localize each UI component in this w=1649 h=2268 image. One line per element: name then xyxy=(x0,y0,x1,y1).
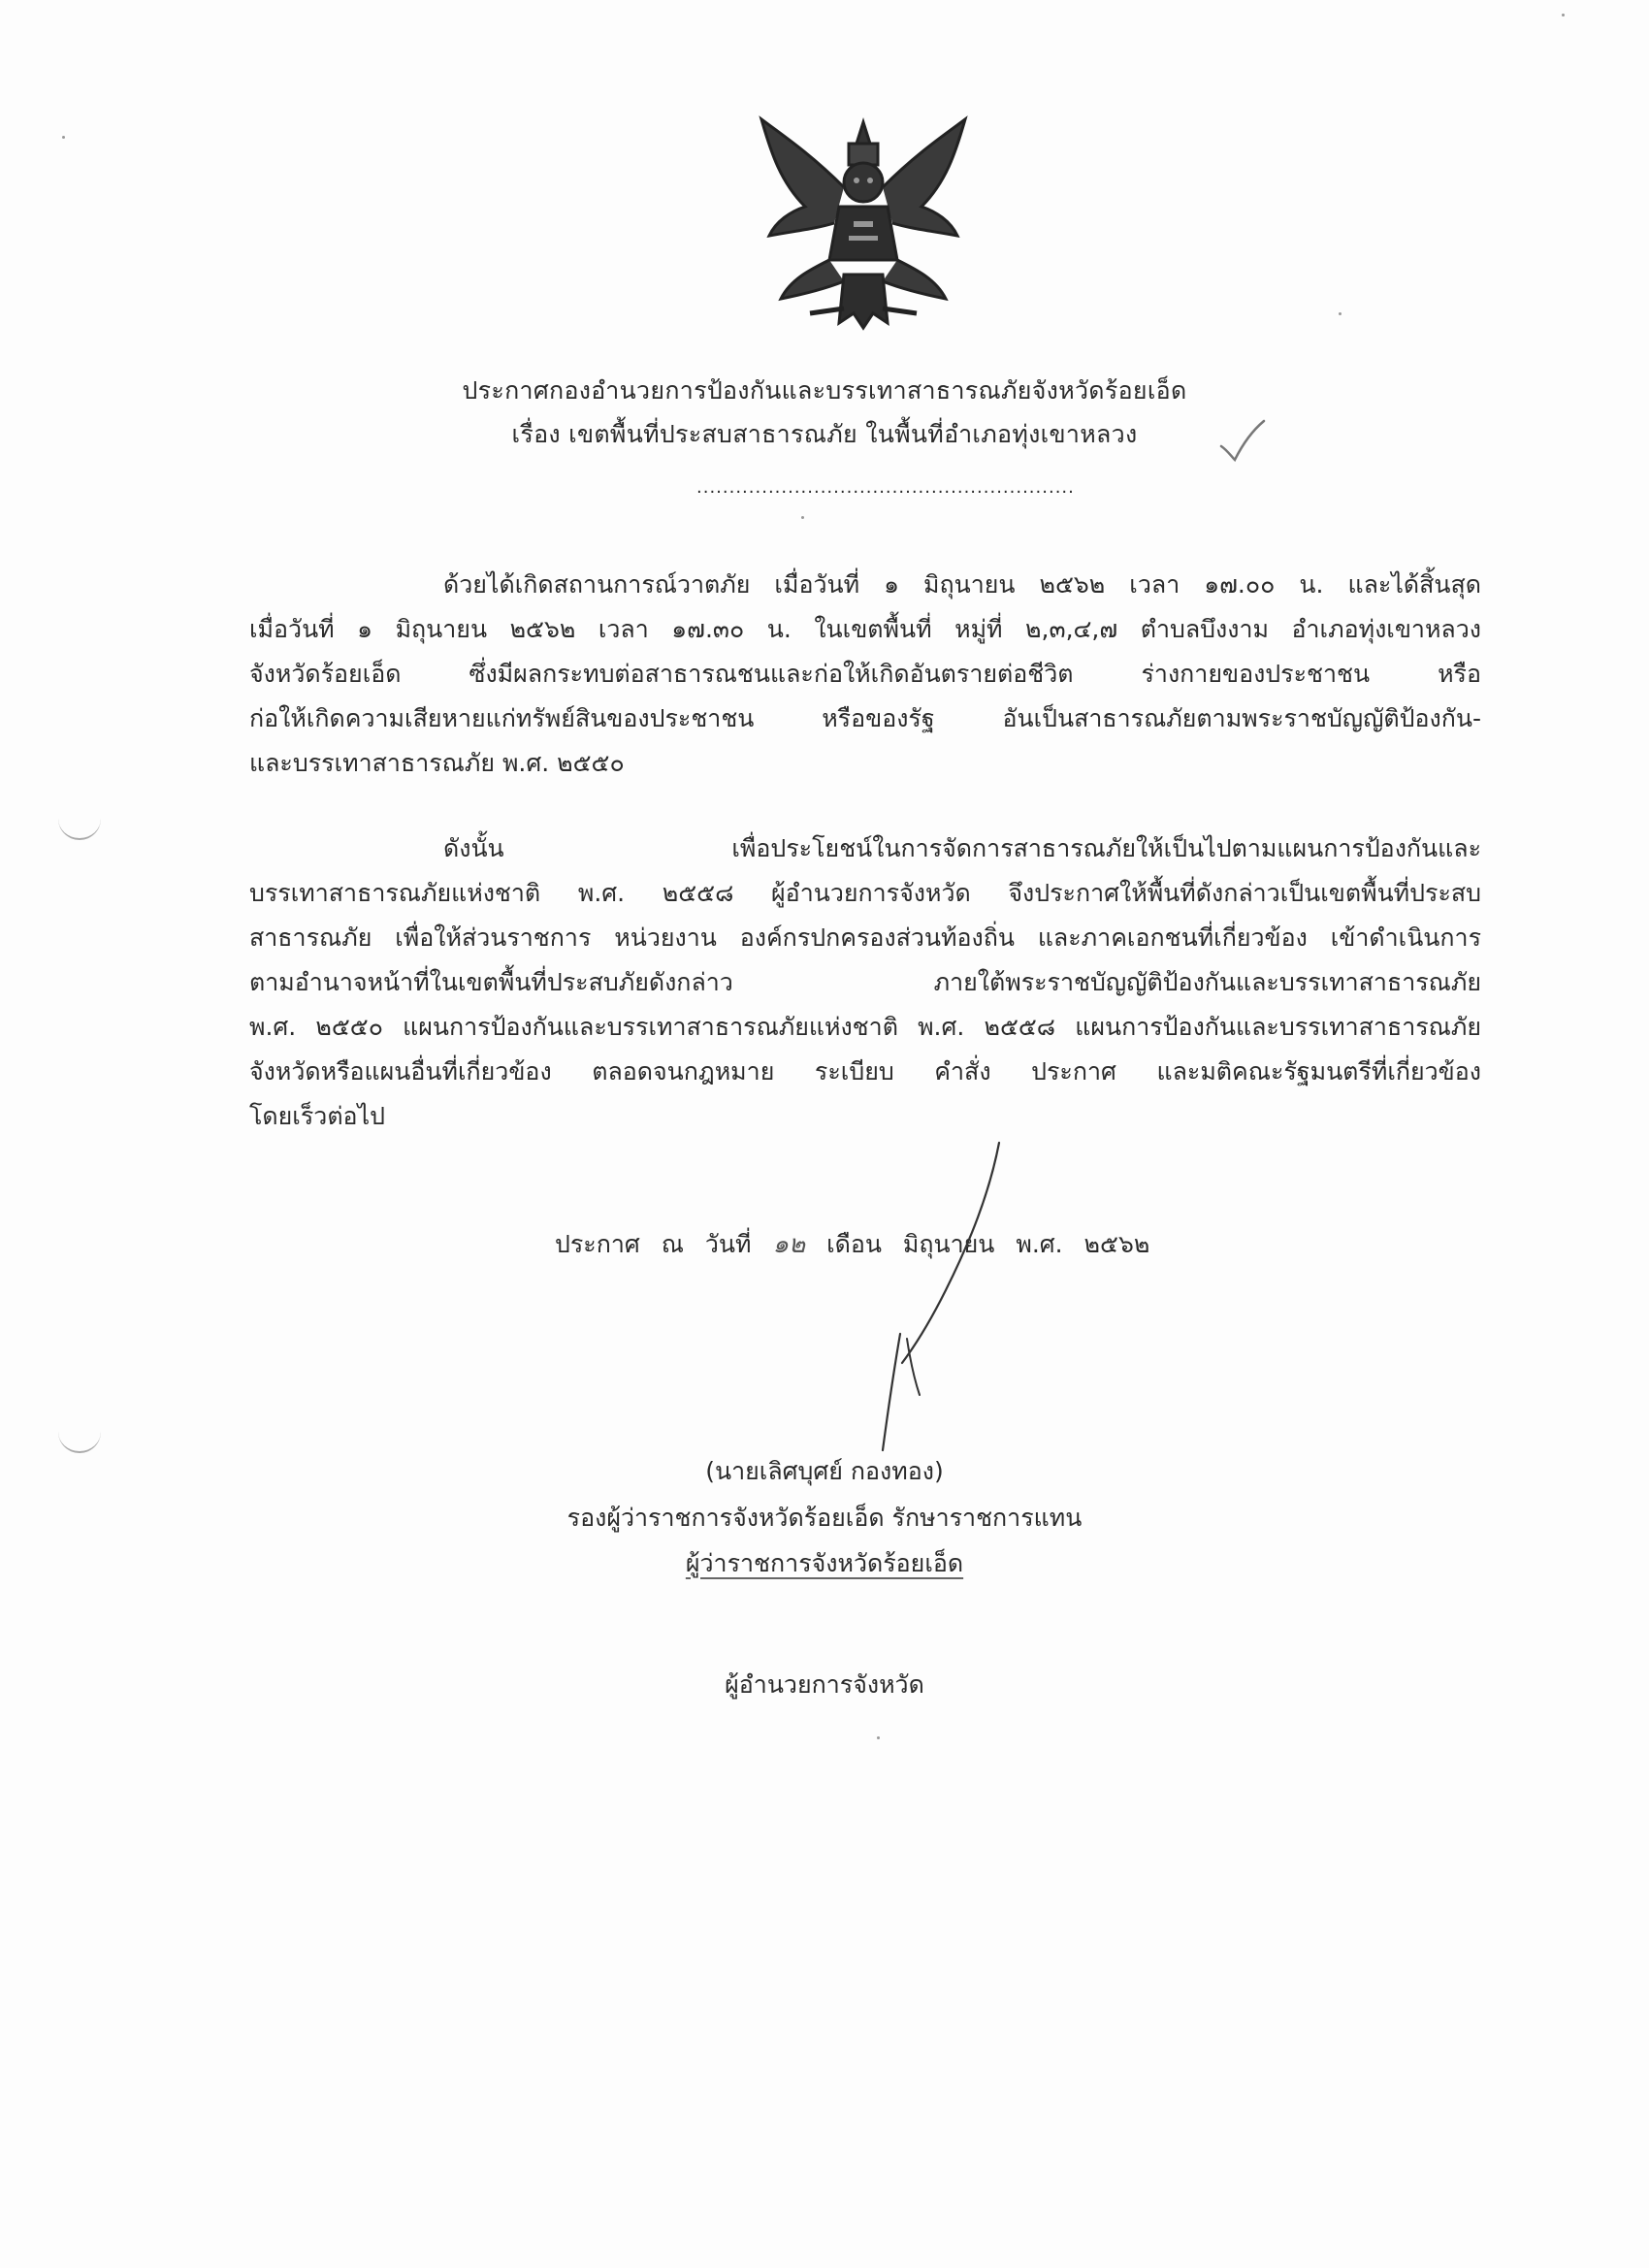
date-at: ณ xyxy=(661,1230,684,1258)
signature-mark xyxy=(824,1135,1018,1455)
paragraph-1-line: และบรรเทาสาธารณภัย พ.ศ. ๒๕๕๐ xyxy=(249,749,625,777)
paragraph-2 xyxy=(249,826,1481,1139)
date-month-value: มิถุนายน xyxy=(902,1230,995,1258)
paragraph-2-line: สาธารณภัย เพื่อให้ส่วนราชการ หน่วยงาน องค์กรปกครองส่วนท้องถิ่น และภาคเอกชนที่เกี่ยวข้อง เข้าดำเนินการ xyxy=(249,923,1481,952)
paragraph-1-line: ก่อให้เกิดความเสียหายแก่ทรัพย์สินของประชาชน หรือของรัฐ อันเป็นสาธารณภัยตามพระราชบัญญัติป้องกัน- xyxy=(249,704,1481,732)
paragraph-2-line: โดยเร็วต่อไป xyxy=(249,1102,386,1130)
check-mark-icon xyxy=(1217,419,1266,462)
signatory-position: รองผู้ว่าราชการจังหวัดร้อยเอ็ด รักษาราชการแทน xyxy=(566,1504,1083,1532)
scan-speck xyxy=(1562,14,1565,16)
date-day-label: วันที่ xyxy=(704,1230,752,1258)
announcement-subject: เรื่อง เขตพื้นที่ประสบสาธารณภัย ในพื้นที่อำเภอทุ่งเขาหลวง xyxy=(511,420,1138,448)
date-year-label: พ.ศ. xyxy=(1016,1230,1063,1258)
signatory-role: ผู้อำนวยการจังหวัด xyxy=(725,1670,924,1699)
paragraph-2-line: ตามอำนาจหน้าที่ในเขตพื้นที่ประสบภัยดังกล่าว ภายใต้พระราชบัญญัติป้องกันและบรรเทาสาธารณภัย xyxy=(249,968,1481,996)
date-month-label: เดือน xyxy=(826,1230,882,1258)
punch-hole-mark xyxy=(58,813,101,840)
date-year-value: ๒๕๖๒ xyxy=(1083,1230,1150,1258)
scan-speck xyxy=(801,516,804,519)
scan-speck xyxy=(62,136,65,139)
date-day-value: ๑๒ xyxy=(772,1230,806,1259)
announcement-title: ประกาศกองอำนวยการป้องกันและบรรเทาสาธารณภัยจังหวัดร้อยเอ็ด xyxy=(462,376,1187,405)
paragraph-1-line: จังหวัดร้อยเอ็ด ซึ่งมีผลกระทบต่อสาธารณชนและก่อให้เกิดอันตรายต่อชีวิต ร่างกายของประชาชน หรือ xyxy=(249,660,1481,688)
paragraph-2-line: บรรเทาสาธารณภัยแห่งชาติ พ.ศ. ๒๕๕๘ ผู้อำนวยการจังหวัด จึงประกาศให้พื้นที่ดังกล่าวเป็นเขตพื้นที่ประสบ xyxy=(249,879,1481,907)
signatory-name: (นายเลิศบุศย์ กองทอง) xyxy=(705,1457,944,1485)
paragraph-1 xyxy=(249,563,1481,786)
paragraph-2-line: จังหวัดหรือแผนอื่นที่เกี่ยวข้อง ตลอดจนกฎหมาย ระเบียบ คำสั่ง ประกาศ และมติคณะรัฐมนตรีที่เกี่ยวข้อง xyxy=(249,1057,1481,1085)
paragraph-1-line: เมื่อวันที่ ๑ มิถุนายน ๒๕๖๒ เวลา ๑๗.๓๐ น. ในเขตพื้นที่ หมู่ที่ ๒,๓,๔,๗ ตำบลบึงงาม อำเภอทุ่งเขาหลวง xyxy=(249,615,1481,643)
paragraph-2-line: พ.ศ. ๒๕๕๐ แผนการป้องกันและบรรเทาสาธารณภัยแห่งชาติ พ.ศ. ๒๕๕๘ แผนการป้องกันและบรรเทาสาธารณภัย xyxy=(249,1013,1481,1041)
garuda-emblem-icon xyxy=(752,114,975,333)
separator-dots: .......................................................... xyxy=(696,477,1075,498)
paragraph-1-line: ด้วยได้เกิดสถานการณ์วาตภัย เมื่อวันที่ ๑ มิถุนายน ๒๕๖๒ เวลา ๑๗.๐๐ น. และได้สิ้นสุด xyxy=(443,570,1481,599)
date-prefix: ประกาศ xyxy=(555,1230,640,1258)
signatory-acting-position xyxy=(0,1544,1649,1583)
paragraph-2-line: ดังนั้น เพื่อประโยชน์ในการจัดการสาธารณภัยให้เป็นไปตามแผนการป้องกันและ xyxy=(443,834,1481,862)
scan-speck xyxy=(1339,312,1342,315)
scan-speck xyxy=(877,1736,880,1739)
signatory-acting-position-text: ผู้ว่าราชการจังหวัดร้อยเอ็ด xyxy=(685,1549,964,1577)
punch-hole-mark xyxy=(58,1426,101,1453)
